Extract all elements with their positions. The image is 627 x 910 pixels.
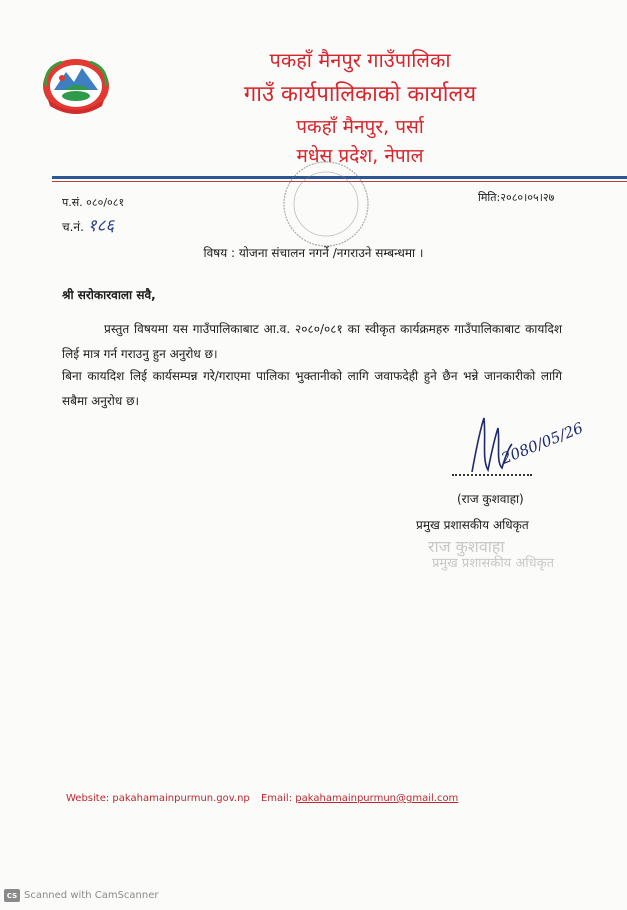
office-address: पकहाँ मैनपुर, पर्सा xyxy=(296,116,424,138)
email-link[interactable]: pakahamainpurmun@gmail.com xyxy=(295,793,459,804)
letter-subject: विषय : योजना संचालन नगर्ने /नगराउने सम्बन्धमा । xyxy=(203,246,424,260)
nepal-emblem-icon xyxy=(40,56,112,118)
letter-date: मिति:२०८०।०५।२७ xyxy=(478,191,555,204)
salutation: श्री सरोकारवाला सवै, xyxy=(62,288,156,302)
patra-sankhya: प.सं. ०८०/०८१ xyxy=(62,196,125,209)
office-name: गाउँ कार्यपालिकाको कार्यालय xyxy=(243,82,477,107)
signatory-title: प्रमुख प्रशासकीय अधिकृत xyxy=(416,518,529,532)
website-label: Website: xyxy=(66,793,110,804)
body-paragraph-1: प्रस्तुत विषयमा यस गाउँपालिकाबाट आ.व. २०८०/०८१ का स्वीकृत कार्यक्रमहरु गाउँपालिकाबाट कायदिश लिई मात्र गर्न गराउनु हुन अनुरोध छ। xyxy=(62,322,562,361)
chalani-number: १८६ xyxy=(87,216,115,236)
chalani-label: च.नं. xyxy=(62,220,84,234)
signature-date: 2080/05/26 xyxy=(498,418,586,468)
body-paragraph-2: बिना कायदिश लिई कार्यसम्पन्न गरे/गराएमा पालिका भुक्तानीको लागि जवाफदेही हुने छैन भन्ने जानकारीको लागि सबैमा अनुरोध छ। xyxy=(62,369,562,408)
website-link[interactable]: pakahamainpurmun.gov.np xyxy=(112,793,250,804)
title-stamp-ghost: प्रमुख प्रशासकीय अधिकृत xyxy=(432,556,555,571)
letter-footer xyxy=(66,793,458,804)
chalani-number-line xyxy=(62,213,114,236)
camscanner-logo-icon: CS xyxy=(4,889,20,902)
province-country: मधेस प्रदेश, नेपाल xyxy=(296,145,424,167)
signature-dotted-line xyxy=(452,474,532,476)
municipality-name: पकहाँ मैनपुर गाउँपालिका xyxy=(269,48,451,72)
camscanner-watermark xyxy=(4,889,159,902)
signatory-name: (राज कुशवाहा) xyxy=(457,492,524,506)
name-stamp-ghost: राज कुशवाहा xyxy=(428,537,505,556)
camscanner-text: Scanned with CamScanner xyxy=(24,890,159,901)
office-stamp xyxy=(280,158,372,250)
email-label: Email: xyxy=(260,793,293,804)
signature-image xyxy=(462,410,602,480)
